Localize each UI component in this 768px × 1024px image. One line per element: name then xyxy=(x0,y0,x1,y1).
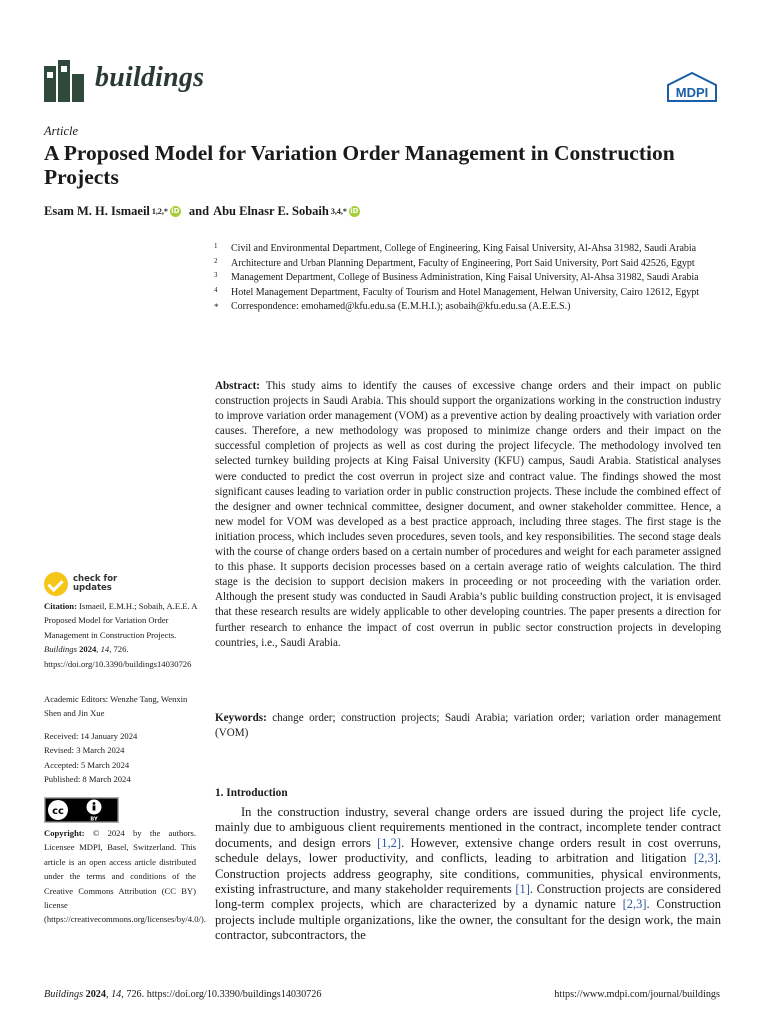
check-updates-line1: check for xyxy=(73,574,118,584)
copyright-label: Copyright: xyxy=(44,828,85,838)
author-joiner: and xyxy=(188,204,210,218)
footer-citation: Buildings 2024, 14, 726. https://doi.org/10.3390/buildings14030726 xyxy=(44,989,322,1000)
citation-link[interactable]: [2,3] xyxy=(693,851,718,866)
date-published: Published: 8 March 2024 xyxy=(44,774,131,785)
intro-paragraph: In the construction industry, several change orders are issued during the project life cycle, mainly due to ambiguous client requirements mentioned in the contract, incomplete tender contract documents, and design errors [1,2]. However, extensive change orders result in cost overruns, schedule delays, lower productivity, and conflicts, leading to arbitration and litigation [2,3]. Construction projects address geography, site conditions, communities, physical environments, existing infrastructure, and many stakeholder requirements [1]. Construction projects are considered long-term complex projects, which are characterized by a dynamic nature [2,3]. Construction projects include multiple organizations, like the owner, the consultant for the design work, the main contractor, subcontractors, the xyxy=(215,805,722,943)
citation-journal: Buildings xyxy=(44,644,77,655)
citation-link[interactable]: [2,3] xyxy=(622,897,647,912)
keywords xyxy=(215,711,721,741)
author-affil: 3,4,* xyxy=(330,207,347,216)
citation-label: Citation: xyxy=(44,601,77,611)
citation-link[interactable]: [1] xyxy=(515,882,530,897)
author-name[interactable]: Esam M. H. Ismaeil xyxy=(44,204,150,218)
footer-year: 2024 xyxy=(85,989,106,1000)
journal-url-link[interactable]: https://www.mdpi.com/journal/buildings xyxy=(554,989,720,1000)
abstract xyxy=(215,379,721,651)
article-type: Article xyxy=(44,124,79,138)
article-title: A Proposed Model for Variation Order Management in Construction Projects xyxy=(44,141,675,189)
correspondence: * Correspondence: emohamed@kfu.edu.sa (E.M.H.I.); asobaih@kfu.edu.sa (A.E.E.S.) xyxy=(214,301,571,313)
citation-volume: 14 xyxy=(100,644,110,655)
affiliation-item: 2 Architecture and Urban Planning Department, Faculty of Engineering, Port Said University, Port Said 42526, Egypt xyxy=(214,256,695,269)
journal-logo-icon xyxy=(44,60,88,102)
svg-text:BY: BY xyxy=(90,816,98,823)
author-list xyxy=(44,204,364,219)
citation-doi[interactable]: , 726. https://doi.org/10.3390/buildings14030726 xyxy=(44,644,192,669)
citation-text: Ismaeil, E.M.H.; Sobaih, A.E.E. A Proposed Model for Variation Order Management in Construction Projects. xyxy=(44,601,198,640)
section-heading: 1. Introduction xyxy=(215,787,288,799)
abstract-label: Abstract: xyxy=(215,380,260,392)
mdpi-logo-icon xyxy=(666,72,718,102)
date-revised: Revised: 3 March 2024 xyxy=(44,745,125,756)
abstract-text: This study aims to identify the causes of excessive change orders and their impact on public construction projects in Saudi Arabia. This should support the organizations working in the construction industry to improve variation order management (VOM) as a preventive action by dealing proactively with variation order causes. Therefore, a new methodology was proposed to minimize change orders and their impact on the successful completion of projects as well as cost during the project lifecycle. The methodology involved ten selected turnkey building projects at King Faisal University (KFU) campus, Saudi Arabia. Statistical analyses were conducted to predict the cost overrun in project size and contract value. The findings showed the most significant causes leading to variation order in public construction projects. These include the combined effect of the designer and owner technical committee, designer document, and owner stakeholder committee. Hence, a new model for VOM was developed as a best practice approach, including three stages. The first stage is the initiation process, which includes seven procedures, seven tools, and key responsibilities. The second stage deals with the course of change orders based on a certain number of procedures and weight for each parameter assigned to this phase. It supports decision processes based on a certain average ratio of weights calculation. The third stage is the decision to support decision makers in proceeding or not proceeding with the variation order. Although the present study was conducted in Saudi Arabia’s public building construction project, it is envisaged that these research results are widely applicable to other developing countries. The paper presents a direction for further research to enhance the impact of cost overrun in public sector construction projects in developing countries, i.e., Saudi Arabia. xyxy=(215,380,721,649)
check-updates-line2: updates xyxy=(73,583,112,593)
academic-editors: Academic Editors: Wenzhe Tang, Wenxin Shen and Jin Xue xyxy=(44,694,188,719)
author-affil: 1,2,* xyxy=(151,207,168,216)
copyright-text: © 2024 by the authors. Licensee MDPI, Basel, Switzerland. This article is an open access article distributed under the terms and conditions of the Creative Commons Attribution (CC BY) license (https://creativecommons.org/licenses/by/4.0/). xyxy=(44,828,206,925)
affiliation-item: 3 Management Department, College of Business Administration, King Faisal University, Al-Ahsa 31982, Saudi Arabia xyxy=(214,271,699,284)
author-name[interactable]: Abu Elnasr E. Sobaih xyxy=(213,204,329,218)
citation-year: 2024 xyxy=(79,644,97,655)
affiliations xyxy=(214,243,714,316)
keywords-text: change order; construction projects; Saudi Arabia; variation order; variation order management (VOM) xyxy=(215,712,721,740)
date-accepted: Accepted: 5 March 2024 xyxy=(44,759,130,770)
orcid-icon[interactable]: iD xyxy=(171,207,180,215)
citation-block: Citation: Ismaeil, E.M.H.; Sobaih, A.E.E. A Proposed Model for Variation Order Management in Construction Projects. Buildings 2024, 14, 726. https://doi.org/10.3390/buildings14030726 xyxy=(44,601,198,669)
affiliation-item: 1 Civil and Environmental Department, College of Engineering, King Faisal University, Al-Ahsa 31982, Saudi Arabia xyxy=(214,242,697,254)
footer-journal: Buildings xyxy=(44,989,84,1000)
copyright-block xyxy=(44,826,206,927)
keywords-label: Keywords: xyxy=(215,712,267,724)
footer-doi[interactable]: , 726. https://doi.org/10.3390/buildings14030726 xyxy=(121,989,322,1000)
svg-text:MDPI: MDPI xyxy=(675,85,709,100)
publication-dates xyxy=(44,729,199,787)
check-updates-icon xyxy=(44,572,68,596)
check-for-updates-button[interactable] xyxy=(44,570,124,598)
footer-volume: 14 xyxy=(111,989,122,1000)
orcid-icon[interactable]: iD xyxy=(350,207,359,215)
date-received: Received: 14 January 2024 xyxy=(44,731,138,741)
journal-name: buildings xyxy=(95,62,205,93)
cc-by-license-icon[interactable] xyxy=(44,797,119,823)
affiliation-item: 4 Hotel Management Department, Faculty of Tourism and Hotel Management, Helwan University, Cairo 12612, Egypt xyxy=(214,285,700,298)
svg-text:cc: cc xyxy=(52,806,64,817)
citation-link[interactable]: [1,2] xyxy=(377,835,402,850)
